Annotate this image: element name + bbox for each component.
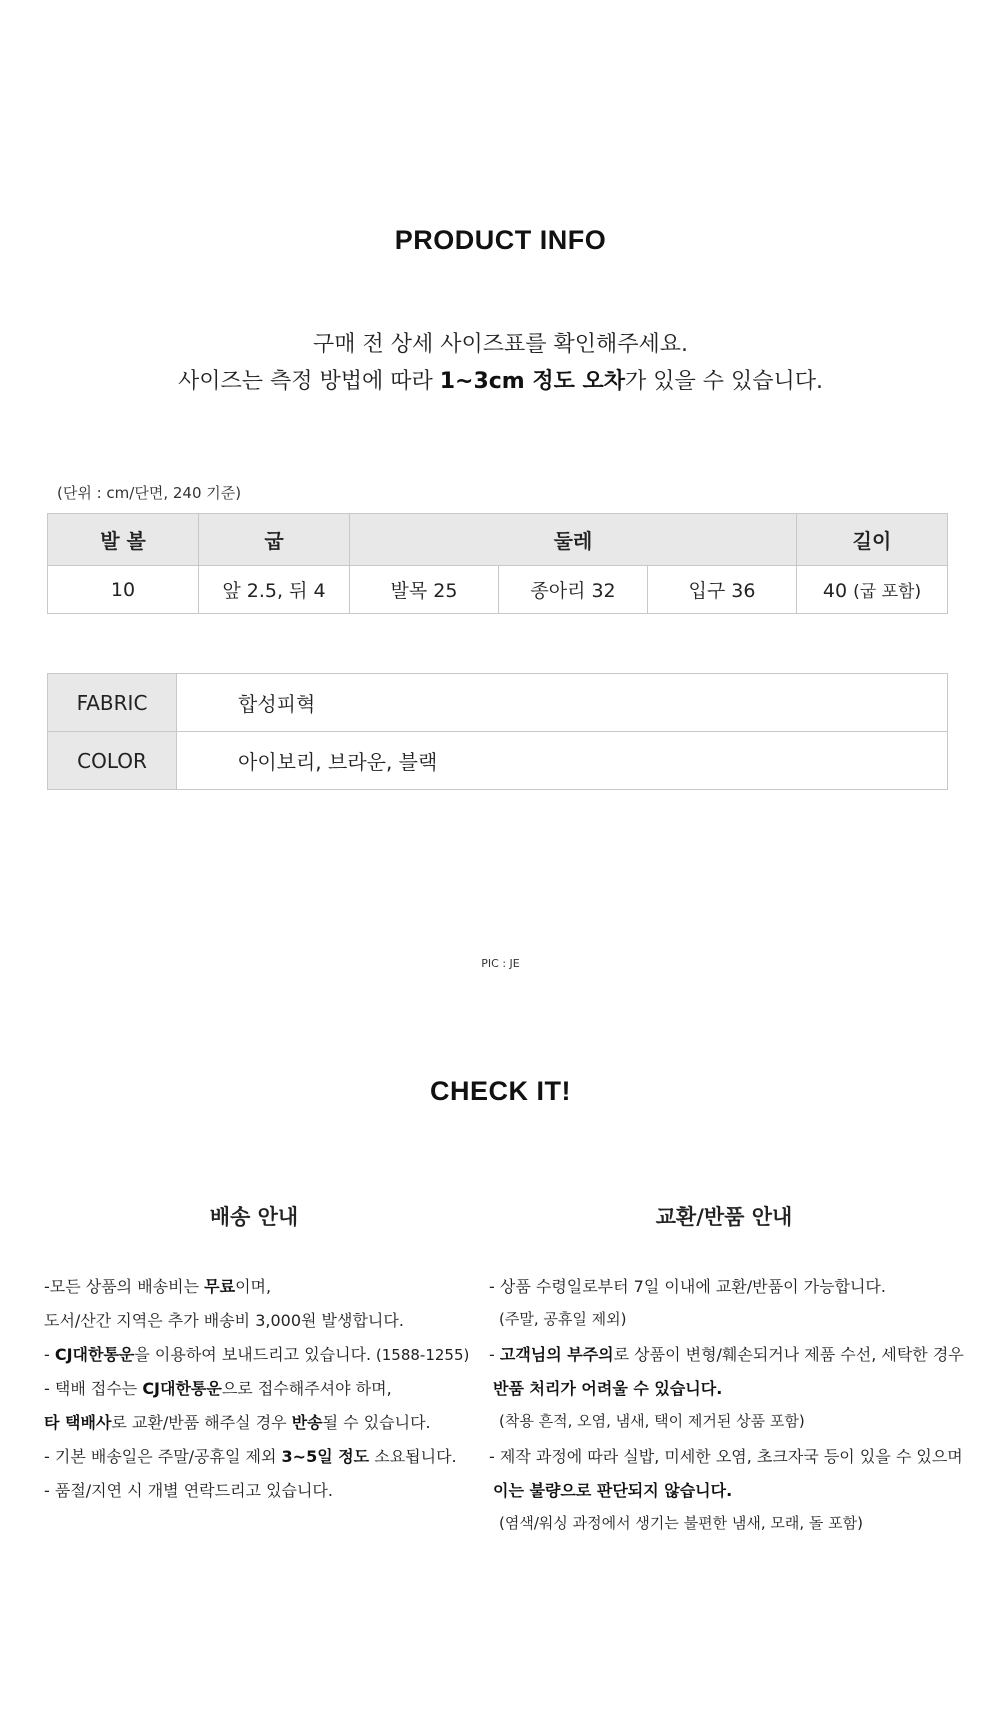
- intro-text: [0, 326, 1001, 400]
- shipping-line-3-courier: CJ대한통운: [54, 1345, 135, 1364]
- value-ball-width: 10: [48, 566, 199, 614]
- color-value: 아이보리, 브라운, 블랙: [177, 732, 948, 790]
- returns-line-6: - 제작 과정에 따라 실밥, 미세한 오염, 초크자국 등이 있을 수 있으며: [489, 1447, 963, 1466]
- shipping-line-5-return: 반송: [291, 1413, 323, 1432]
- intro-line-2: [0, 363, 1001, 400]
- value-ankle: 발목 25: [350, 566, 499, 614]
- shipping-line-4-courier: CJ대한통운: [142, 1379, 222, 1398]
- intro-line-2-emphasis: 1~3cm 정도 오차: [439, 369, 626, 394]
- shipping-line-5: [44, 1410, 431, 1433]
- shipping-line-1-free: 무료: [204, 1277, 236, 1296]
- check-it-title: CHECK IT!: [430, 1076, 571, 1106]
- value-length-main: 40: [822, 580, 848, 602]
- unit-note: (단위 : cm/단면, 240 기준): [57, 484, 242, 502]
- value-length-note: (굽 포함): [853, 582, 922, 602]
- returns-line-2: (주말, 공휴일 제외): [499, 1310, 627, 1328]
- returns-line-3-post: 로 상품이 변형/훼손되거나 제품 수선, 세탁한 경우: [613, 1345, 964, 1364]
- returns-heading: 교환/반품 안내: [655, 1205, 793, 1229]
- returns-line-4: [493, 1376, 722, 1399]
- color-row: [48, 732, 948, 790]
- shipping-line-4-post: 으로 접수해주셔야 하며,: [221, 1379, 392, 1398]
- shipping-line-7: - 품절/지연 시 개별 연락드리고 있습니다.: [44, 1481, 333, 1500]
- shipping-line-5-mid: 로 교환/반품 해주실 경우: [111, 1413, 292, 1432]
- shipping-line-6-days: 3~5일 정도: [281, 1447, 370, 1466]
- returns-line-7-not-defect: 이는 불량으로 판단되지 않습니다.: [493, 1481, 733, 1500]
- shipping-line-1-post: 이며,: [235, 1277, 272, 1296]
- value-opening: 입구 36: [648, 566, 797, 614]
- returns-line-8: (염색/워싱 과정에서 생기는 불편한 냄새, 모래, 돌 포함): [499, 1514, 863, 1532]
- header-ball-width: 발 볼: [48, 514, 199, 566]
- product-info-title: PRODUCT INFO: [394, 225, 607, 255]
- header-heel: 굽: [199, 514, 350, 566]
- color-label: COLOR: [48, 732, 177, 790]
- value-length: [797, 566, 948, 614]
- shipping-line-3-pre: -: [44, 1345, 55, 1364]
- shipping-line-4-pre: - 택배 접수는: [44, 1379, 143, 1398]
- header-circumference: 둘레: [350, 514, 797, 566]
- returns-line-3: [489, 1342, 964, 1365]
- shipping-line-5-post: 될 수 있습니다.: [322, 1413, 431, 1432]
- shipping-line-4: [44, 1376, 392, 1399]
- size-table: [47, 513, 948, 614]
- shipping-line-5-other-courier: 타 택배사: [44, 1413, 112, 1432]
- shipping-phone: (1588-1255): [371, 1346, 470, 1364]
- returns-line-3-pre: -: [489, 1345, 500, 1364]
- shipping-line-3-post: 을 이용하여 보내드리고 있습니다.: [134, 1345, 372, 1364]
- returns-line-1: - 상품 수령일로부터 7일 이내에 교환/반품이 가능합니다.: [489, 1277, 886, 1296]
- intro-line-1: 구매 전 상세 사이즈표를 확인해주세요.: [313, 332, 688, 357]
- fabric-value: 합성피혁: [177, 674, 948, 732]
- shipping-line-3: [44, 1342, 469, 1365]
- fabric-row: [48, 674, 948, 732]
- value-calf: 종아리 32: [499, 566, 648, 614]
- returns-line-5: (착용 흔적, 오염, 냄새, 택이 제거된 상품 포함): [499, 1412, 805, 1430]
- shipping-line-2: 도서/산간 지역은 추가 배송비 3,000원 발생합니다.: [44, 1311, 404, 1330]
- fabric-color-table: [47, 673, 948, 790]
- value-heel: 앞 2.5, 뒤 4: [199, 566, 350, 614]
- shipping-heading: 배송 안내: [209, 1205, 299, 1229]
- returns-line-4-warning: 반품 처리가 어려울 수 있습니다.: [493, 1379, 723, 1398]
- shipping-line-1: [44, 1274, 271, 1297]
- header-length: 길이: [797, 514, 948, 566]
- intro-line-2-pre: 사이즈는 측정 방법에 따라: [177, 369, 440, 394]
- pic-credit: PIC : JE: [481, 957, 520, 970]
- shipping-line-1-pre: -모든 상품의 배송비는: [44, 1277, 205, 1296]
- size-table-value-row: [48, 566, 948, 614]
- shipping-line-6-pre: - 기본 배송일은 주말/공휴일 제외: [44, 1447, 282, 1466]
- fabric-label: FABRIC: [48, 674, 177, 732]
- returns-line-7: [493, 1478, 732, 1501]
- size-table-header-row: [48, 514, 948, 566]
- returns-line-3-negligence: 고객님의 부주의: [499, 1345, 614, 1364]
- intro-line-2-post: 가 있을 수 있습니다.: [625, 369, 824, 394]
- shipping-line-6-post: 소요됩니다.: [369, 1447, 457, 1466]
- shipping-line-6: [44, 1444, 457, 1467]
